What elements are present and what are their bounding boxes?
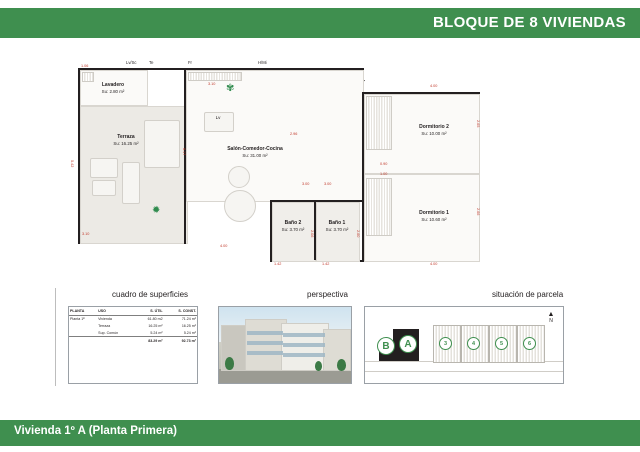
north-arrow-icon: ▲ — [547, 311, 555, 318]
header-bar — [0, 8, 640, 38]
room-laundry-label: Lavadero Su: 2.80 m² — [101, 82, 125, 94]
dim-3-05: 3.10 — [82, 232, 90, 236]
dim-6-17: 6.17 — [182, 148, 186, 156]
badge-plot-6: 6 — [523, 337, 536, 350]
col-sconst: S. CONST. — [164, 307, 197, 316]
badge-plot-5: 5 — [495, 337, 508, 350]
footer-title: Vivienda 1º A (Planta Primera) — [14, 425, 177, 437]
floor-plan-drawing — [70, 60, 562, 277]
dim-1-42-b: 1.42 — [322, 262, 330, 266]
caption-parcel: situación de parcela — [492, 290, 564, 299]
laundry-hatch — [82, 72, 94, 82]
page-title: BLOQUE DE 8 VIVIENDAS — [432, 14, 626, 31]
dim-3-00-b: 3.00 — [324, 182, 332, 186]
footer-bar — [0, 420, 640, 446]
terrace-deck — [144, 120, 180, 168]
plan-tag-te: Te — [149, 60, 154, 65]
plan-tag-lvsc: Lv/Sc — [126, 60, 137, 65]
north-label: N — [549, 318, 553, 324]
plan-tag-hmi: H/Mi — [258, 60, 267, 65]
room-bath-2-label: Baño 2 Su: 3.70 m² — [281, 220, 305, 232]
dim-5-42: 5.42 — [70, 160, 74, 168]
perspective-panel — [218, 306, 352, 384]
caption-surfaces: cuadro de superficies — [112, 290, 189, 299]
badge-plot-4: 4 — [467, 337, 480, 350]
dim-3-60: 4.00 — [220, 244, 228, 248]
dim-3-00-a: 3.00 — [302, 182, 310, 186]
bedroom-1-wardrobe — [366, 178, 392, 236]
dim-0-90: 0.90 — [380, 162, 388, 166]
badge-plot-3: 3 — [439, 337, 452, 350]
room-bath-1-label: Baño 1 Su: 3.70 m² — [325, 220, 349, 232]
dim-4-00-b: 4.00 — [430, 262, 438, 266]
dim-1-00: 1.00 — [380, 172, 388, 176]
dim-2-66: 2.66 — [476, 208, 480, 216]
living-round-table — [224, 190, 256, 222]
caption-perspective: perspectiva — [307, 290, 348, 299]
surfaces-table-panel — [68, 306, 198, 384]
table-row-total: 83.29 m² 92.73 m² — [69, 337, 197, 344]
badge-block-b: B — [377, 337, 395, 355]
kitchen-counter — [188, 72, 242, 81]
col-sutil: S. ÚTIL — [135, 307, 164, 316]
badge-block-a: A — [399, 335, 417, 353]
parcel-panel — [364, 306, 564, 384]
surfaces-table — [69, 307, 197, 383]
dim-2-06: 2.06 — [310, 230, 314, 238]
col-planta: PLANTA — [69, 307, 97, 316]
table-row: Planta 1ª Vivienda 61.80 m2 71.24 m² — [70, 317, 196, 322]
table-row: Sup. Común 5.24 m² 5.24 m² — [98, 330, 196, 335]
dim-4-00-a: 4.00 — [430, 84, 438, 88]
terrace-bench — [122, 162, 140, 204]
room-terrace-label: Terraza Su: 16.25 m² — [113, 134, 139, 146]
north-indicator — [545, 311, 557, 324]
dim-3-10: 3.10 — [208, 82, 216, 86]
terrace-table — [92, 180, 116, 196]
perspective-render — [219, 307, 351, 383]
living-round-seat — [228, 166, 250, 188]
dim-1-42-a: 1.42 — [274, 262, 282, 266]
dim-2-96: 2.96 — [290, 132, 298, 136]
parcel-plan — [365, 307, 563, 383]
bedroom-2-wardrobe — [366, 96, 392, 150]
dim-1-06: 1.06 — [81, 64, 89, 68]
dim-2-60: 2.60 — [356, 230, 360, 238]
plan-tag-fr: Fr — [188, 60, 192, 65]
plant-icon: ✹ — [152, 205, 161, 216]
room-bedroom-2-label: Dormitorio 2 Su: 10.00 m² — [419, 124, 449, 136]
table-row: Terraza 16.25 m² 16.25 m² — [98, 324, 196, 329]
room-bedroom-1-label: Dormitorio 1 Su: 10.60 m² — [419, 210, 449, 222]
room-living-label: Salón-Comedor-Cocina Su: 31.00 m² — [227, 146, 283, 158]
kitchen-lv-label: Lv — [215, 115, 221, 120]
room-living — [186, 70, 364, 202]
plant-icon-2: ✾ — [226, 83, 235, 94]
dim-2-65: 2.65 — [476, 120, 480, 128]
col-uso: USO — [97, 307, 134, 316]
terrace-sofa — [90, 158, 118, 178]
